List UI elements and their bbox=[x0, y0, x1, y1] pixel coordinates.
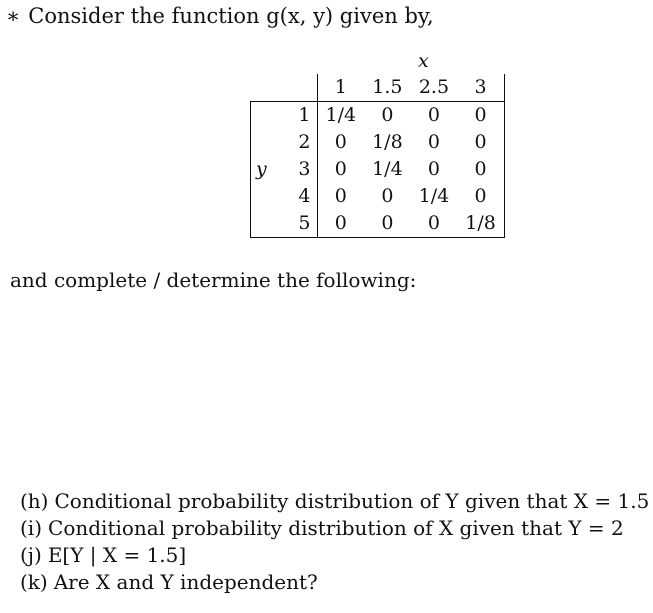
question-i bbox=[20, 515, 649, 542]
table-row bbox=[251, 129, 505, 156]
question-label: (i) bbox=[20, 516, 43, 540]
table-cell: 0 bbox=[457, 102, 504, 130]
y-variable-label: y bbox=[256, 158, 267, 180]
question-h bbox=[20, 488, 649, 515]
table-cell: 0 bbox=[411, 102, 458, 130]
table-cell: 1/8 bbox=[372, 131, 403, 153]
joint-distribution-table bbox=[250, 74, 505, 238]
row-header: 4 bbox=[251, 183, 318, 210]
column-header: 1 bbox=[334, 76, 347, 98]
row-header: 5 bbox=[251, 210, 318, 238]
table-cell: 0 bbox=[427, 131, 440, 153]
question-k bbox=[20, 569, 649, 596]
table-cell: 0 bbox=[411, 210, 458, 238]
table-cell: 0 bbox=[317, 210, 364, 238]
question-j bbox=[20, 542, 649, 569]
table-cell: 0 bbox=[457, 183, 504, 210]
column-header: 3 bbox=[457, 74, 504, 102]
intro-text: Consider the function g(x, y) given by, bbox=[28, 4, 434, 28]
table-cell: 0 bbox=[381, 185, 394, 207]
row-header: 2 bbox=[251, 129, 318, 156]
table-cell: 0 bbox=[334, 185, 347, 207]
table-cell: 0 bbox=[334, 131, 347, 153]
table-cell: 0 bbox=[364, 102, 411, 130]
question-text: Conditional probability distribution of Y given that X = 1.5 bbox=[54, 489, 650, 513]
column-header: 2.5 bbox=[418, 76, 450, 98]
question-list bbox=[20, 488, 649, 596]
question-text: E[Y | X = 1.5] bbox=[47, 543, 187, 567]
question-text: Are X and Y independent? bbox=[53, 570, 318, 594]
table-cell: 0 bbox=[427, 158, 440, 180]
table-cell: 0 bbox=[334, 158, 347, 180]
question-text: Conditional probability distribution of X given that Y = 2 bbox=[48, 516, 624, 540]
table-cell: 0 bbox=[457, 129, 504, 156]
question-label: (k) bbox=[20, 570, 48, 594]
table-cell: 0 bbox=[457, 156, 504, 183]
table-row bbox=[251, 210, 505, 238]
table-row bbox=[251, 102, 505, 130]
problem-intro bbox=[6, 4, 434, 28]
column-header-row bbox=[251, 74, 505, 102]
x-variable-label: x bbox=[418, 50, 429, 72]
row-header: 1 bbox=[251, 102, 318, 130]
question-label: (j) bbox=[20, 543, 42, 567]
column-header: 1.5 bbox=[372, 76, 403, 98]
question-label: (h) bbox=[20, 489, 49, 513]
bullet-star-icon: ∗ bbox=[6, 4, 21, 28]
instruction-text: and complete / determine the following: bbox=[10, 268, 417, 292]
table-cell: 0 bbox=[364, 210, 411, 238]
table-corner bbox=[251, 74, 318, 102]
table-cell: 1/8 bbox=[457, 210, 504, 238]
table-row bbox=[251, 183, 505, 210]
table-cell: 1/4 bbox=[418, 185, 450, 207]
row-header: 3 bbox=[251, 156, 318, 183]
table-cell: 1/4 bbox=[317, 102, 364, 130]
table-cell: 1/4 bbox=[372, 158, 403, 180]
table-row bbox=[251, 156, 505, 183]
